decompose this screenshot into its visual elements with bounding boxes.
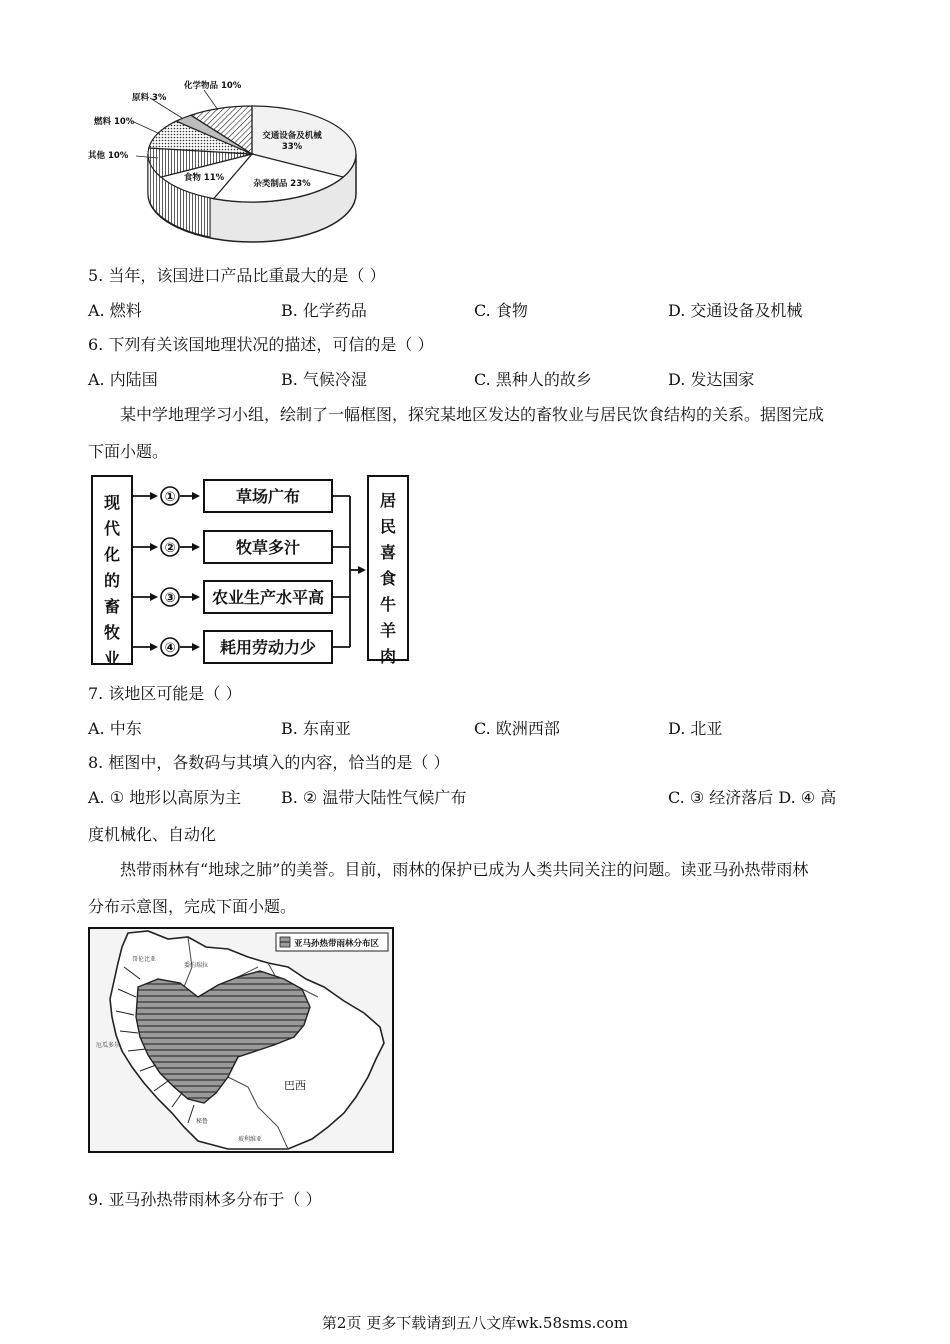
left-box-char: 业 [103,649,121,668]
right-box-char: 居 [379,491,397,510]
diagram-number-1: ① [164,490,176,505]
intro-paragraph-3-line2: 分布示意图，完成下面小题。 [88,897,297,916]
pie-label-7: 化学物品 10% [184,81,242,91]
intro-paragraph-2-line2: 下面小题。 [88,442,169,461]
diagram-item-1: 草场广布 [235,487,301,506]
q7-option-d[interactable]: D. 北亚 [668,719,723,738]
map-small-label-3: 厄瓜多尔 [96,1042,121,1049]
diagram-number-4: ④ [164,641,176,656]
q5-option-d[interactable]: D. 交通设备及机械 [668,301,803,320]
flow-diagram [88,470,418,670]
map-small-label-4: 秘鲁 [196,1118,209,1125]
right-box-char: 羊 [379,621,397,640]
question-9-stem: 9. 亚马孙热带雨林多分布于（ ） [88,1190,322,1209]
q5-option-a[interactable]: A. 燃料 [88,301,142,320]
q8-option-b[interactable]: B. ② 温带大陆性气候广布 [281,788,467,807]
q8-option-d-continuation: 度机械化、自动化 [88,825,217,844]
page-footer: 第2页 更多下载请到五八文库wk.58sms.com [321,1314,629,1332]
question-5-stem: 5. 当年，该国进口产品比重最大的是（ ） [88,266,386,285]
diagram-number-3: ③ [164,591,176,606]
left-box-char: 的 [103,571,121,590]
map-small-label-1: 委内瑞拉 [184,962,209,969]
pie-chart [86,76,376,246]
q7-option-c[interactable]: C. 欧洲西部 [474,719,560,738]
q6-option-d[interactable]: D. 发达国家 [668,370,755,389]
q7-option-a[interactable]: A. 中东 [88,719,142,738]
pie-leader-line [134,122,160,134]
q8-option-cd[interactable]: C. ③ 经济落后 D. ④ 高 [668,788,837,807]
pie-label-6: 原料 3% [132,93,167,103]
left-box-char: 牧 [103,623,121,642]
pie-label-5: 燃料 10% [94,117,135,127]
q6-option-c[interactable]: C. 黑种人的故乡 [474,370,592,389]
q6-option-b[interactable]: B. 气候冷湿 [281,370,367,389]
diagram-item-4: 耗用劳动力少 [219,638,317,657]
pie-label-1: 交通设备及机械 33% [262,131,322,152]
map-small-label-2: 哥伦比亚 [132,956,157,963]
legend-swatch [280,937,290,947]
right-box-char: 牛 [379,595,397,614]
q5-option-c[interactable]: C. 食物 [474,301,528,320]
amazon-rainforest-map [88,927,394,1153]
map-small-label-5: 玻利维亚 [238,1136,263,1143]
right-box-char: 喜 [379,543,397,562]
left-box-char: 代 [103,519,121,538]
question-8-stem: 8. 框图中，各数码与其填入的内容，恰当的是（ ） [88,753,450,772]
pie-label-4: 其他 10% [88,151,129,161]
intro-paragraph-2-line1: 某中学地理学习小组，绘制了一幅框图，探究某地区发达的畜牧业与居民饮食结构的关系。据图完成 [120,405,825,424]
left-box-char: 化 [103,545,121,564]
pie-leader-line [204,90,218,110]
left-box-char: 畜 [103,597,121,616]
right-box-char: 食 [379,569,397,588]
right-box-char: 民 [379,517,397,536]
diagram-item-2: 牧草多汁 [235,538,301,557]
map-legend-label: 亚马孙热带雨林分布区 [294,939,380,949]
diagram-number-2: ② [164,541,176,556]
q7-option-b[interactable]: B. 东南亚 [281,719,351,738]
right-box-char: 肉 [379,647,397,666]
q8-option-a[interactable]: A. ① 地形以高原为主 [88,788,242,807]
intro-paragraph-3-line1: 热带雨林有“地球之肺”的美誉。目前，雨林的保护已成为人类共同关注的问题。读亚马孙热带雨林 [120,860,809,879]
q6-option-a[interactable]: A. 内陆国 [88,370,158,389]
pie-label-3: 食物 11% [183,173,225,183]
diagram-item-3: 农业生产水平高 [211,588,325,607]
left-box-char: 现 [103,493,121,512]
question-7-stem: 7. 该地区可能是（ ） [88,684,242,703]
q5-option-b[interactable]: B. 化学药品 [281,301,367,320]
map-country-label-brazil: 巴西 [284,1079,306,1092]
question-6-stem: 6. 下列有关该国地理状况的描述，可信的是（ ） [88,335,434,354]
pie-label-2: 杂类制品 23% [253,179,311,189]
